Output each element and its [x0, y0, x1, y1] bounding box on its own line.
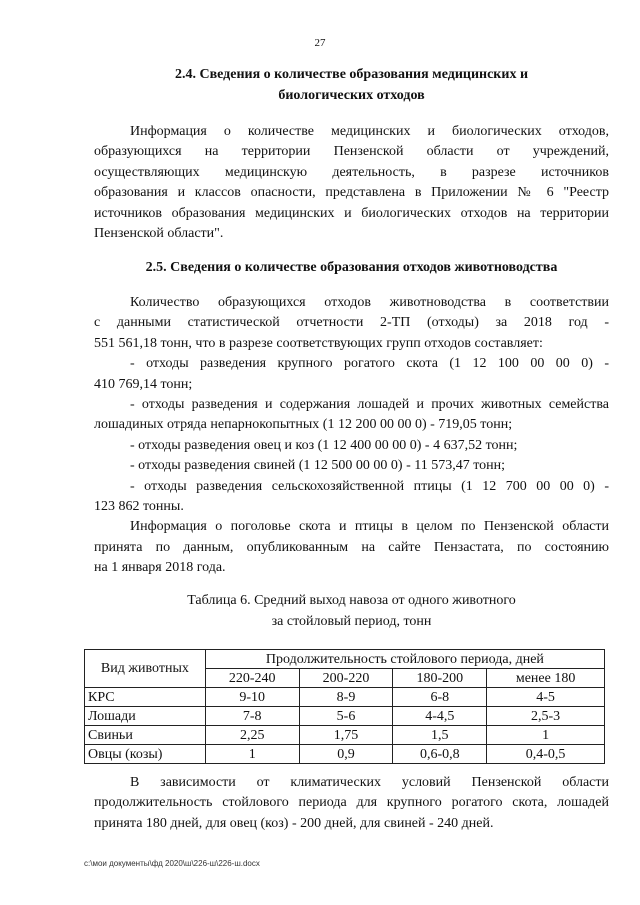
column-header-duration: Продолжительность стойлового периода, дней	[205, 650, 604, 669]
animal-cell: Свиньи	[85, 726, 206, 745]
text-line: продолжительность стойлового периода для крупного рогатого скота, лошадей	[94, 795, 609, 811]
table-caption	[94, 590, 609, 632]
column-header-animal: Вид животных	[85, 650, 206, 688]
text-line: В зависимости от климатических условий Пензенской области	[130, 775, 609, 790]
value-cell: 2,5-3	[487, 707, 605, 726]
text-line: Информация о количестве медицинских и биологических отходов,	[130, 124, 609, 139]
caption-line: за стойловый период, тонн	[271, 614, 432, 629]
subheader-cell: менее 180	[487, 669, 605, 688]
heading-line: биологических отходов	[278, 88, 425, 103]
text-line: Количество образующихся отходов животноводства в соответствии	[130, 295, 609, 310]
list-item-sheep: - отходы разведения овец и коз (1 12 400 00 00 0) - 4 637,52 тонн;	[130, 437, 518, 453]
animal-cell: КРС	[85, 688, 206, 707]
section-heading-2-4	[94, 64, 609, 106]
value-cell: 4-5	[487, 688, 605, 707]
list-item-poultry: - отходы разведения сельскохозяйственной птицы (1 12 700 00 00 0) -	[130, 478, 609, 494]
list-item-pigs: - отходы разведения свиней (1 12 500 00 00 0) - 11 573,47 тонн;	[130, 458, 506, 474]
heading-line: 2.4. Сведения о количестве образования медицинских и	[174, 67, 529, 82]
caption-line: Таблица 6. Средний выход навоза от одного животного	[187, 593, 516, 608]
value-cell: 1,75	[299, 726, 393, 745]
value-cell: 6-8	[393, 688, 487, 707]
paragraph-medical-waste	[94, 122, 609, 244]
text-line: принята 180 дней, для овец (коз) - 200 дней, для свиней - 240 дней.	[94, 815, 494, 831]
text-line: образующихся на территории Пензенской области от учреждений,	[94, 144, 609, 160]
paragraph-livestock-waste	[94, 293, 609, 579]
footer-file-path: c:\мои документы\фд 2020\ш\226-ш\226-ш.docx	[84, 859, 260, 868]
text-line: образования и классов опасности, представлена в Приложении № 6 "Реестр	[94, 185, 609, 201]
value-cell: 5-6	[299, 707, 393, 726]
table-row	[85, 688, 605, 707]
value-cell: 1,5	[393, 726, 487, 745]
table-row	[85, 745, 605, 764]
text-line: осуществляющих медицинскую деятельность, в разрезе источников	[94, 164, 609, 180]
table-row	[85, 707, 605, 726]
table-row	[85, 726, 605, 745]
text-line: 410 769,14 тонн;	[94, 376, 193, 392]
value-cell: 0,4-0,5	[487, 745, 605, 764]
value-cell: 4-4,5	[393, 707, 487, 726]
text-line: Информация о поголовье скота и птицы в целом по Пензенской области	[130, 519, 609, 535]
text-line: лошадиных отряда непарнокопытных (1 12 200 00 00 0) - 719,05 тонн;	[94, 417, 513, 433]
table-header-row	[85, 650, 605, 669]
subheader-cell: 200-220	[299, 669, 393, 688]
subheader-cell: 180-200	[393, 669, 487, 688]
text-line: 551 561,18 тонн, что в разрезе соответствующих групп отходов составляет:	[94, 335, 543, 351]
section-heading-2-5: 2.5. Сведения о количестве образования отходов животноводства	[145, 260, 558, 275]
value-cell: 0,9	[299, 745, 393, 764]
manure-output-table	[84, 649, 605, 764]
text-line: на 1 января 2018 года.	[94, 560, 226, 576]
value-cell: 8-9	[299, 688, 393, 707]
animal-cell: Лошади	[85, 707, 206, 726]
value-cell: 9-10	[205, 688, 299, 707]
value-cell: 1	[205, 745, 299, 764]
page-number: 27	[314, 37, 326, 49]
text-line: принята по данным, опубликованным на сайте Пензастата, по состоянию	[94, 539, 609, 555]
value-cell: 2,25	[205, 726, 299, 745]
paragraph-closing	[94, 773, 609, 834]
list-item-horses: - отходы разведения и содержания лошадей и прочих животных семейства	[130, 397, 609, 413]
text-line: 123 862 тонны.	[94, 499, 184, 515]
text-line: с данными статистической отчетности 2-ТП (отходы) за 2018 год -	[94, 315, 609, 331]
text-line: Пензенской области".	[94, 226, 224, 242]
animal-cell: Овцы (козы)	[85, 745, 206, 764]
value-cell: 7-8	[205, 707, 299, 726]
list-item-cattle: - отходы разведения крупного рогатого скота (1 12 100 00 00 0) -	[130, 356, 609, 372]
text-line: источников образования медицинских и биологических отходов на территории	[94, 205, 609, 221]
value-cell: 0,6-0,8	[393, 745, 487, 764]
value-cell: 1	[487, 726, 605, 745]
subheader-cell: 220-240	[205, 669, 299, 688]
